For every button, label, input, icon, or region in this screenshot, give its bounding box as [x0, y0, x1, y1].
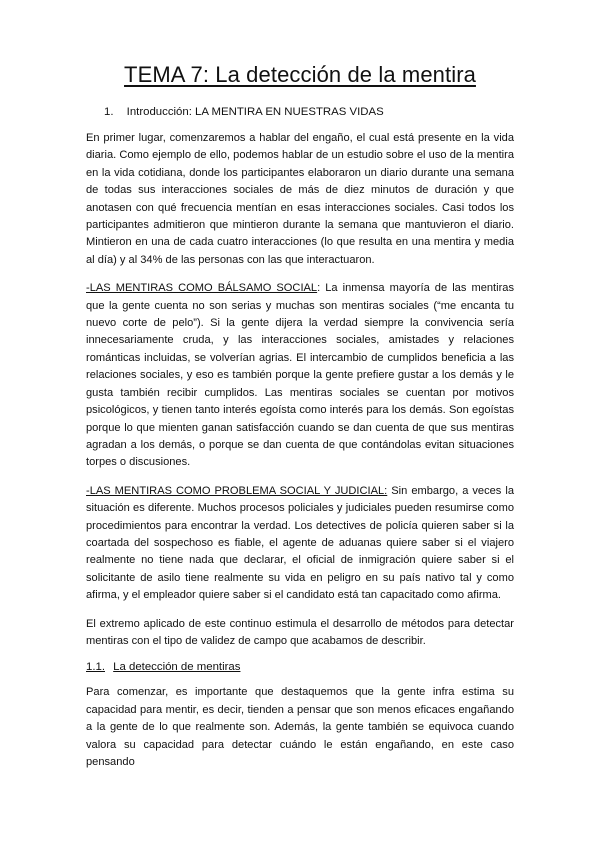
subsection-heading-deteccion — [86, 661, 514, 673]
paragraph-heading-judicial: -LAS MENTIRAS COMO PROBLEMA SOCIAL Y JUDICIAL: — [86, 484, 388, 497]
section-label: Introducción: LA MENTIRA EN NUESTRAS VIDAS — [126, 106, 384, 118]
paragraph-balsamo-social — [86, 280, 514, 471]
subsection-number: 1.1. — [86, 661, 105, 674]
subsection-label: La detección de mentiras — [113, 661, 241, 674]
paragraph-heading-balsamo: -LAS MENTIRAS COMO BÁLSAMO SOCIAL — [86, 282, 318, 295]
paragraph-para-comenzar: Para comenzar, es importante que destaquemos que la gente infra estima su capacidad para mentir, es decir, tienden a pensar que son menos eficaces engañando a la gente de lo que realmente son. Además, la gente también se equivoca cuando valora su capacidad para detectar cuándo le están engañando, en este caso pensando — [86, 686, 514, 768]
section-number: 1. — [104, 106, 114, 118]
paragraph-extremo-aplicado: El extremo aplicado de este continuo estimula el desarrollo de métodos para detectar mentiras con el tipo de validez de campo que acabamos de describir. — [86, 617, 514, 647]
section-heading-introduccion — [86, 106, 514, 118]
paragraph-body-judicial: Sin embargo, a veces la situación es diferente. Muchos procesos policiales y judiciales pueden resumirse como procedimientos para encontrar la verdad. Los detectives de policía quieren saber si la coartada del sospechoso es fiable, el agente de aduanas quiere saber si el viajero realmente no tiene nada que declarar, el oficial de inmigración quiere saber si el solicitante de asilo tiene realmente su vida en peligro en su país nativo tal y como afirma, y el empleador quiere saber si el candidato está tan capacitado como afirma. — [86, 484, 514, 602]
paragraph-body-balsamo: : La inmensa mayoría de las mentiras que la gente cuenta no son serias y muchas son mentiras sociales (“me encanta tu nuevo corte de pelo”). Si la gente dijera la verdad siempre la convivencia sería innecesariamente cruda, y las interacciones sociales, amistades y relaciones románticas incluidas, se volverían agrias. El intercambio de cumplidos beneficia a las relaciones sociales, y eso es también porque la gente prefiere gustar a los demás y le gusta también recibir cumplidos. Las mentiras sociales se cuentan por motivos psicológicos, y tienen tanto interés egoísta como interés para los demás. Son egoístas porque lo que mienten ganan satisfacción cuando se dan cuenta de que sus mentiras agradan a los demás, o porque se dan cuenta de que contándolas evitan situaciones torpes o discusiones. — [86, 282, 515, 469]
page-title: TEMA 7: La detección de la mentira — [124, 62, 476, 87]
paragraph-engano: En primer lugar, comenzaremos a hablar del engaño, el cual está presente en la vida diaria. Como ejemplo de ello, podemos hablar de un estudio sobre el uso de la mentira en la vida cotidiana, donde los participantes elaboraron un diario durante una semana de todas sus interacciones sociales de más de diez minutos de duración y que anotasen con qué frecuencia mentían en esas interacciones sociales. Casi todos los participantes admitieron que mintieron durante la semana que mantuvieron el diario. Mintieron en una de cada cuatro interacciones (lo que resulta en una mentira y media al día) y al 34% de las personas con las que interactuaron. — [86, 132, 514, 266]
paragraph-problema-judicial — [86, 483, 514, 605]
